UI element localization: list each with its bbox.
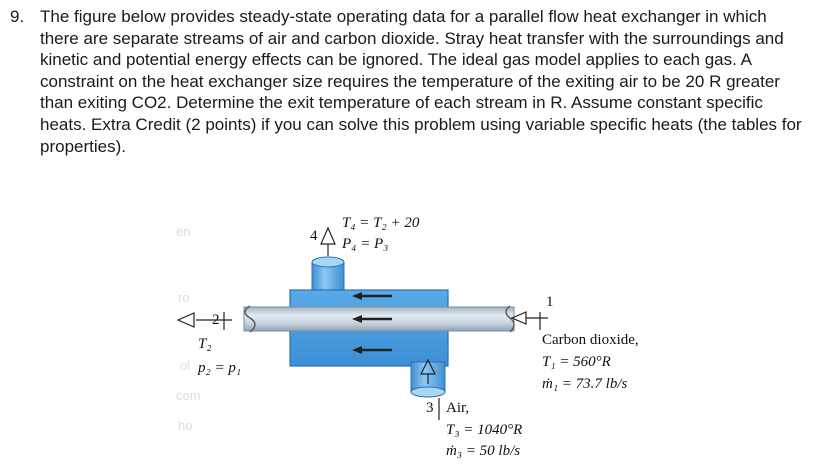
- ghost-text: ro: [178, 290, 190, 305]
- state3-temp: T₃ = 1040°R: [446, 422, 523, 438]
- air-exit-pipe-mouth: [312, 257, 344, 267]
- ghost-text: ho: [178, 418, 193, 433]
- state3-gas: Air,: [446, 400, 470, 416]
- ghost-text: com: [176, 388, 201, 403]
- air-inlet-pipe-mouth: [411, 387, 445, 397]
- state2-label: 2: [212, 312, 220, 328]
- state4-label: 4: [310, 228, 318, 244]
- air-exit-up-arrowhead: [321, 228, 335, 244]
- state4-temp: T₄ = T₂ + 20: [342, 215, 420, 231]
- ghost-text: en: [176, 224, 191, 239]
- state2-temp: T₂: [198, 336, 212, 352]
- ghost-text: ol: [180, 358, 191, 373]
- state1-temp: T₁ = 560°R: [542, 354, 611, 370]
- problem-number: 9.: [10, 7, 25, 26]
- state3-flow: ṁ₃ = 50 lb/s: [446, 443, 521, 459]
- state2-pressure: p₂ = p₁: [198, 360, 242, 376]
- state4-pressure: P₄ = P₃: [342, 236, 389, 252]
- co2-exit-arrowhead: [178, 313, 194, 327]
- state1-label: 1: [546, 294, 554, 310]
- state1-gas: Carbon dioxide,: [542, 332, 639, 348]
- state1-flow: ṁ₁ = 73.7 lb/s: [542, 376, 628, 392]
- problem-text: The figure below provides steady-state operating data for a parallel flow heat exchanger in which there are separate streams of air and carbon dioxide. Stray heat transfer with the surroundings and kinetic and potential energy effects can be ignored. The ideal gas model applies to each gas. A constraint on the heat exchanger size requires the temperature of the exiting air to be 20 R greater than exiting CO2. Determine the exit temperature of each stream in R. Assume constant specific heats. Extra Credit (2 points) if you can solve this problem using variable specific heats (the tables for properties).: [40, 7, 802, 156]
- state3-label: 3: [426, 400, 434, 416]
